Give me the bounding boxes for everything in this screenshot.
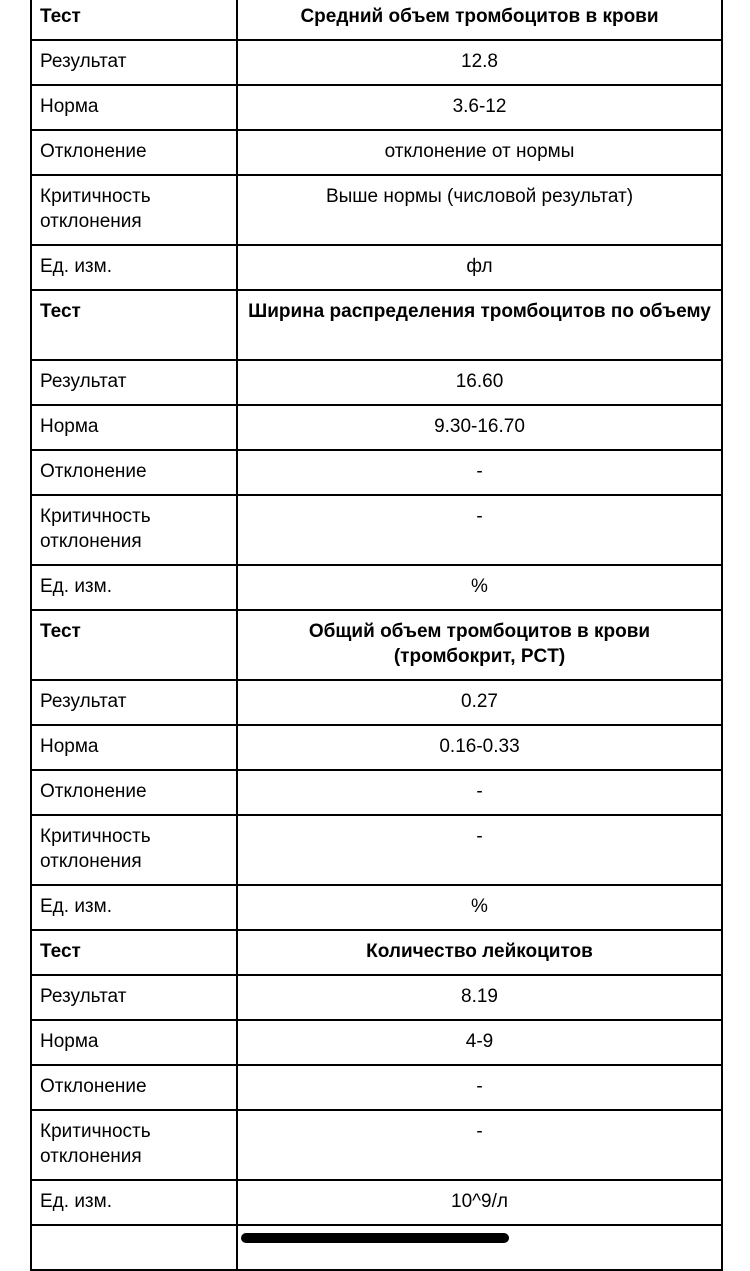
criticality-label: Критичность отклонения bbox=[31, 815, 237, 885]
result-value: 16.60 bbox=[237, 360, 722, 405]
deviation-row bbox=[31, 450, 722, 495]
test-name: Средний объем тромбоцитов в крови bbox=[237, 0, 722, 40]
deviation-label: Отклонение bbox=[31, 770, 237, 815]
test-label: Тест bbox=[31, 0, 237, 40]
norm-label: Норма bbox=[31, 1020, 237, 1065]
deviation-label: Отклонение bbox=[31, 450, 237, 495]
test-header-row bbox=[31, 290, 722, 360]
result-row bbox=[31, 40, 722, 85]
result-row bbox=[31, 360, 722, 405]
unit-value: фл bbox=[237, 245, 722, 290]
unit-value: % bbox=[237, 885, 722, 930]
deviation-row bbox=[31, 1065, 722, 1110]
deviation-value: отклонение от нормы bbox=[237, 130, 722, 175]
criticality-value: - bbox=[237, 1110, 722, 1180]
norm-row bbox=[31, 405, 722, 450]
unit-value: 10^9/л bbox=[237, 1180, 722, 1225]
criticality-value: - bbox=[237, 815, 722, 885]
result-value: 0.27 bbox=[237, 680, 722, 725]
deviation-label: Отклонение bbox=[31, 1065, 237, 1110]
deviation-row bbox=[31, 130, 722, 175]
test-name: Общий объем тромбоцитов в крови (тромбокрит, PCT) bbox=[237, 610, 722, 680]
norm-row bbox=[31, 1020, 722, 1065]
unit-label: Ед. изм. bbox=[31, 565, 237, 610]
criticality-row bbox=[31, 495, 722, 565]
norm-row bbox=[31, 85, 722, 130]
result-label: Результат bbox=[31, 975, 237, 1020]
deviation-value: - bbox=[237, 1065, 722, 1110]
criticality-label: Критичность отклонения bbox=[31, 1110, 237, 1180]
deviation-value: - bbox=[237, 770, 722, 815]
norm-value: 9.30-16.70 bbox=[237, 405, 722, 450]
unit-row bbox=[31, 245, 722, 290]
deviation-row bbox=[31, 770, 722, 815]
partial-cell bbox=[31, 1225, 237, 1270]
norm-value: 3.6-12 bbox=[237, 85, 722, 130]
norm-value: 0.16-0.33 bbox=[237, 725, 722, 770]
test-name: Ширина распределения тромбоцитов по объему bbox=[237, 290, 722, 360]
norm-value: 4-9 bbox=[237, 1020, 722, 1065]
unit-row bbox=[31, 565, 722, 610]
unit-label: Ед. изм. bbox=[31, 1180, 237, 1225]
unit-row bbox=[31, 1180, 722, 1225]
criticality-row bbox=[31, 815, 722, 885]
result-label: Результат bbox=[31, 360, 237, 405]
criticality-value: - bbox=[237, 495, 722, 565]
test-label: Тест bbox=[31, 930, 237, 975]
test-label: Тест bbox=[31, 610, 237, 680]
result-label: Результат bbox=[31, 40, 237, 85]
unit-label: Ед. изм. bbox=[31, 245, 237, 290]
result-row bbox=[31, 680, 722, 725]
partial-cell bbox=[237, 1225, 722, 1270]
next-row-partial bbox=[31, 1225, 722, 1270]
criticality-row bbox=[31, 175, 722, 245]
result-row bbox=[31, 975, 722, 1020]
norm-row bbox=[31, 725, 722, 770]
norm-label: Норма bbox=[31, 85, 237, 130]
unit-row bbox=[31, 885, 722, 930]
test-header-row bbox=[31, 0, 722, 40]
criticality-label: Критичность отклонения bbox=[31, 495, 237, 565]
unit-label: Ед. изм. bbox=[31, 885, 237, 930]
deviation-value: - bbox=[237, 450, 722, 495]
lab-results-table bbox=[30, 0, 723, 1271]
test-header-row bbox=[31, 930, 722, 975]
result-value: 8.19 bbox=[237, 975, 722, 1020]
criticality-row bbox=[31, 1110, 722, 1180]
norm-label: Норма bbox=[31, 725, 237, 770]
test-label: Тест bbox=[31, 290, 237, 360]
deviation-label: Отклонение bbox=[31, 130, 237, 175]
unit-value: % bbox=[237, 565, 722, 610]
norm-label: Норма bbox=[31, 405, 237, 450]
result-value: 12.8 bbox=[237, 40, 722, 85]
criticality-label: Критичность отклонения bbox=[31, 175, 237, 245]
test-header-row bbox=[31, 610, 722, 680]
home-indicator[interactable] bbox=[241, 1233, 509, 1243]
result-label: Результат bbox=[31, 680, 237, 725]
criticality-value: Выше нормы (числовой результат) bbox=[237, 175, 722, 245]
test-name: Количество лейкоцитов bbox=[237, 930, 722, 975]
